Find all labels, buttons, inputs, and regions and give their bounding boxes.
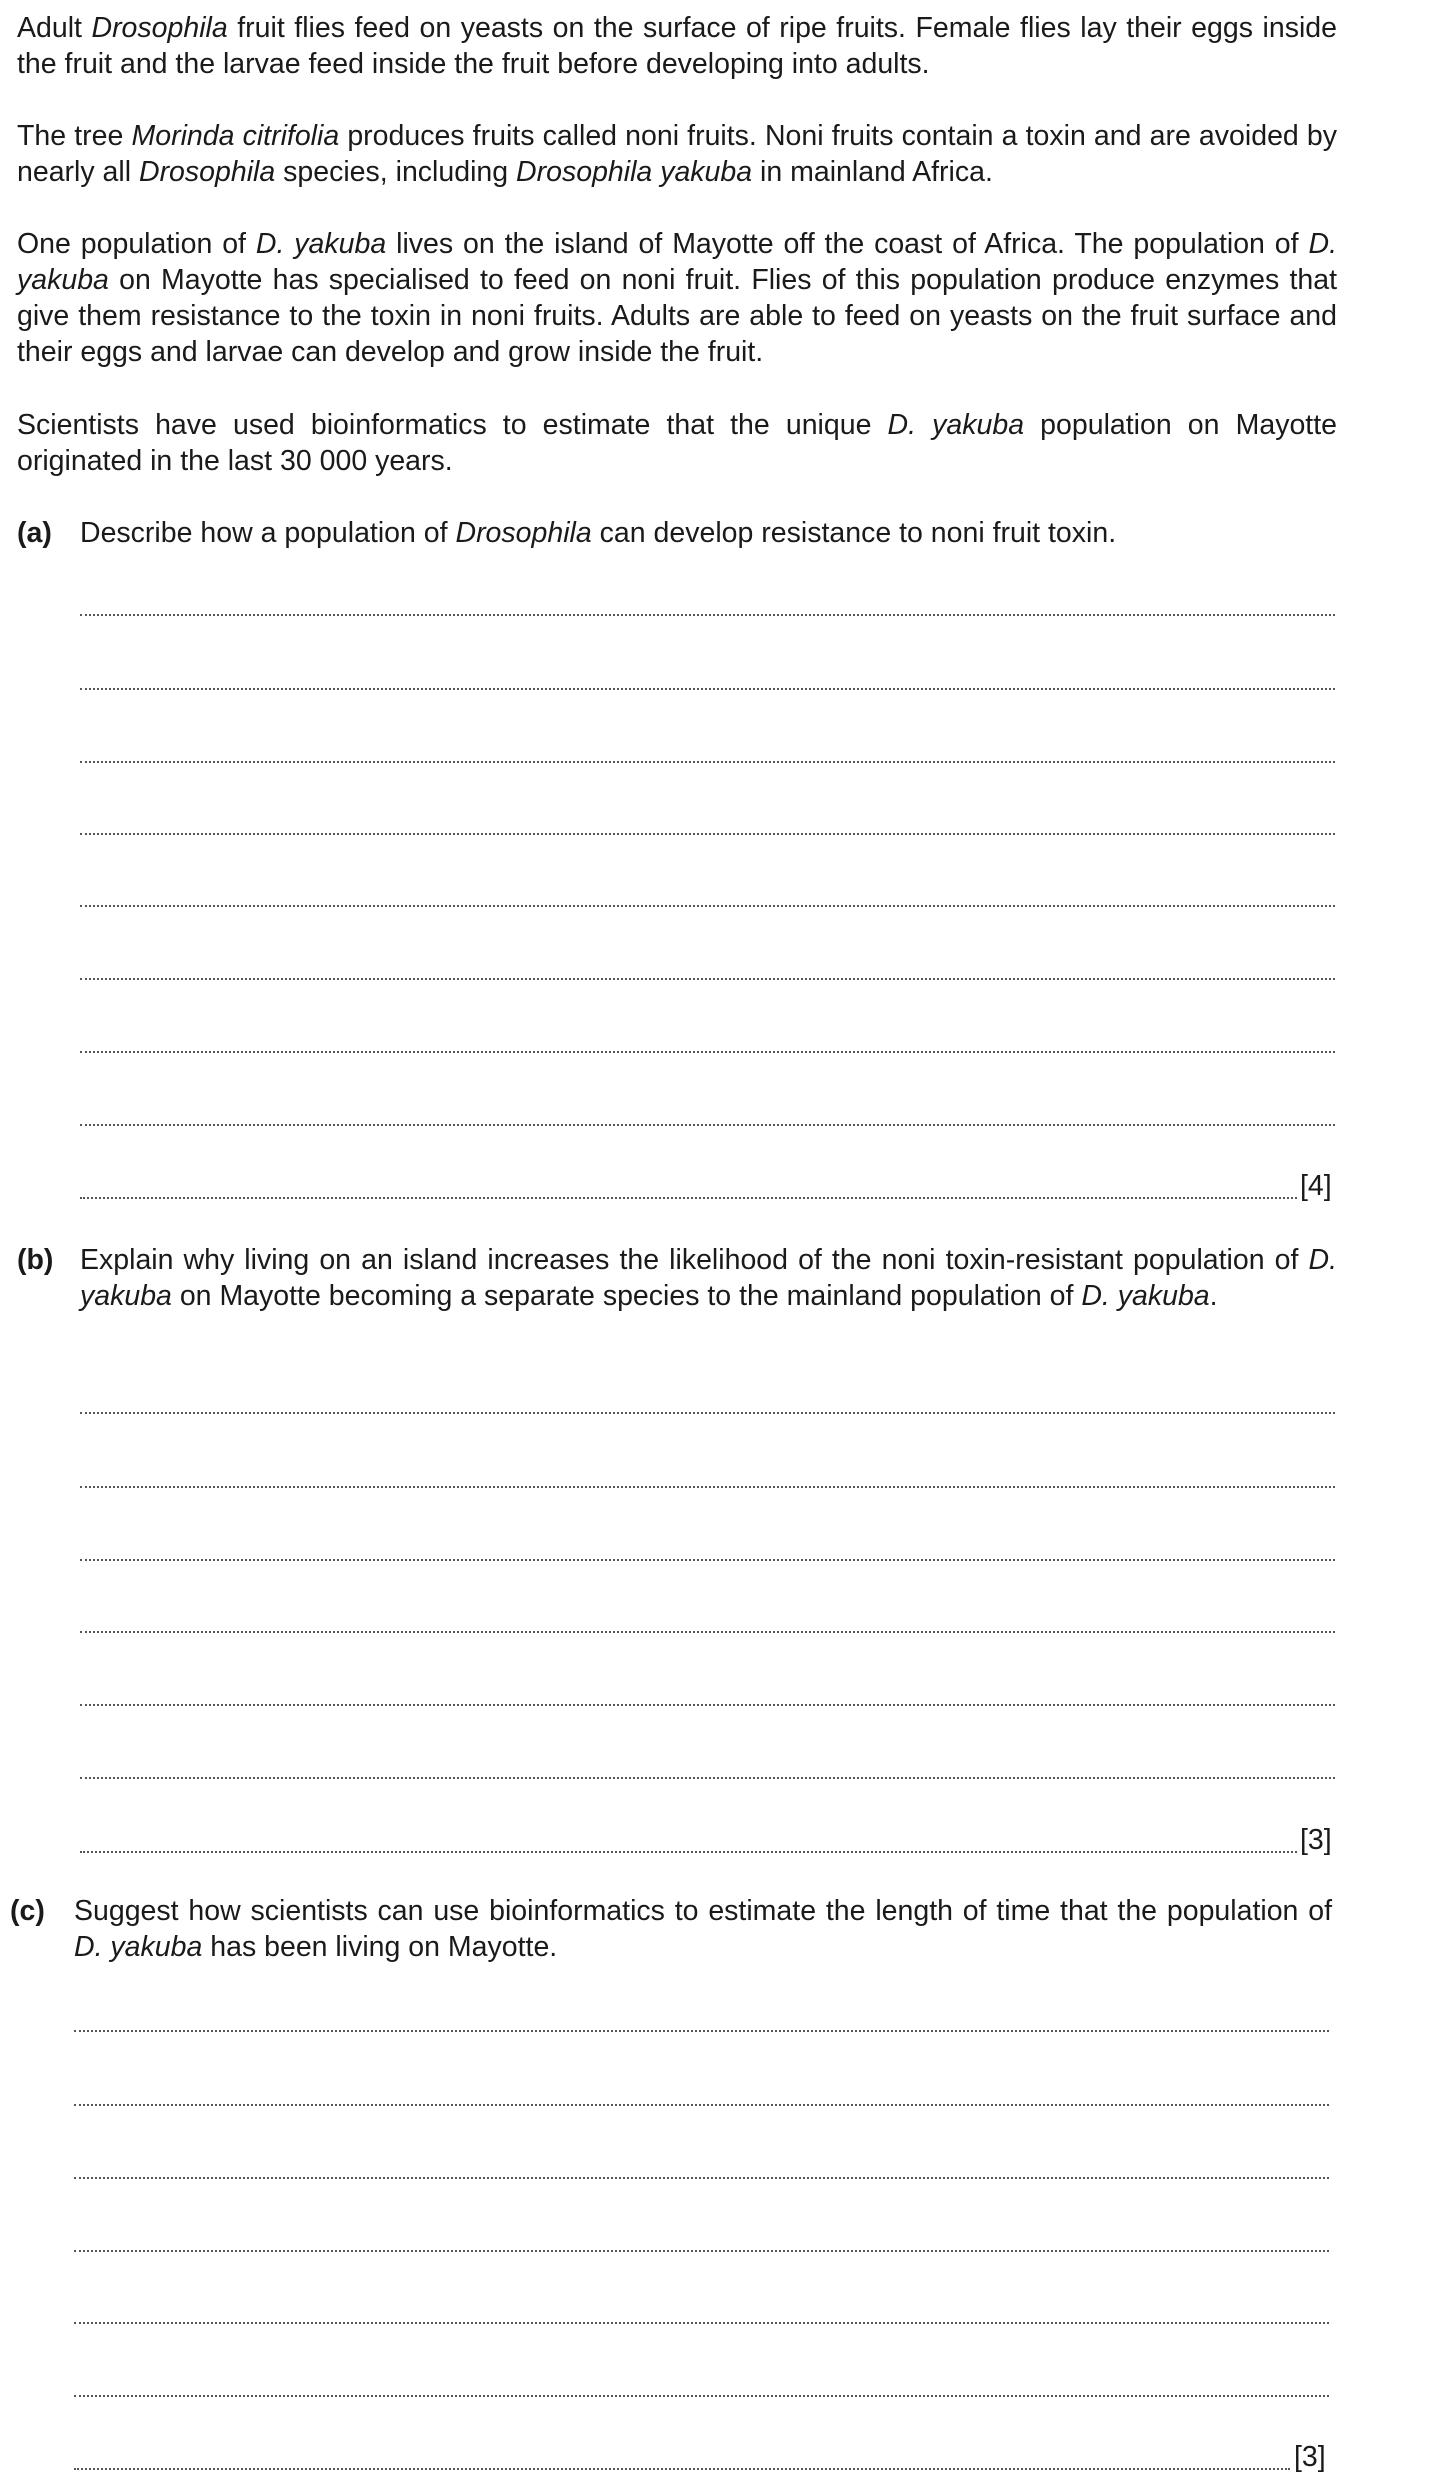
answer-line[interactable] [74, 2250, 1329, 2252]
mark-allocation-b: [3] [1300, 1824, 1332, 1856]
answer-line[interactable] [80, 1631, 1335, 1633]
answer-line[interactable] [80, 1777, 1335, 1779]
answer-line[interactable] [80, 1704, 1335, 1706]
question-a-text: Describe how a population of Drosophila can develop resistance to noni fruit toxin. [80, 517, 1117, 549]
answer-line[interactable] [80, 1559, 1335, 1561]
answer-line[interactable] [80, 1197, 1300, 1199]
intro-paragraph-1: Adult Drosophila fruit flies feed on yeasts on the surface of ripe fruits. Female flies lay their eggs inside the fruit and the larvae feed inside the fruit before developing into adults. [17, 12, 1337, 80]
question-c-text: Suggest how scientists can use bioinformatics to estimate the length of time that the population of D. yakuba has been living on Mayotte. [74, 1895, 1332, 1963]
answer-line[interactable] [74, 2468, 1290, 2470]
answer-line[interactable] [80, 905, 1335, 907]
intro-paragraph-2: The tree Morinda citrifolia produces fruits called noni fruits. Noni fruits contain a toxin and are avoided by nearly all Drosophila species, including Drosophila yakuba in mainland Africa. [17, 120, 1337, 188]
intro-paragraph-4: Scientists have used bioinformatics to estimate that the unique D. yakuba population on Mayotte originated in the last 30 000 years. [17, 409, 1337, 477]
answer-line[interactable] [80, 761, 1335, 763]
question-b-label: (b) [17, 1244, 54, 1276]
answer-line[interactable] [80, 1051, 1335, 1053]
intro-paragraph-3: One population of D. yakuba lives on the island of Mayotte off the coast of Africa. The population of D. yakuba on Mayotte has specialised to feed on noni fruit. Flies of this population produce enzymes that give them resistance to the toxin in noni fruits. Adults are able to feed on yeasts on the fruit surface and their eggs and larvae can develop and grow inside the fruit. [17, 228, 1337, 368]
answer-line[interactable] [80, 833, 1335, 835]
question-c-label: (c) [10, 1895, 45, 1927]
answer-line[interactable] [74, 2104, 1329, 2106]
answer-line[interactable] [74, 2395, 1329, 2397]
mark-allocation-c: [3] [1294, 2441, 1326, 2473]
answer-line[interactable] [80, 1851, 1300, 1853]
question-b-text: Explain why living on an island increases the likelihood of the noni toxin-resistant population of D. yakuba on Mayotte becoming a separate species to the mainland population of D. yakuba. [80, 1244, 1337, 1312]
answer-line[interactable] [80, 978, 1335, 980]
answer-line[interactable] [80, 1486, 1335, 1488]
answer-line[interactable] [74, 2030, 1329, 2032]
answer-line[interactable] [80, 1412, 1335, 1414]
question-a-label: (a) [17, 517, 52, 549]
answer-line[interactable] [80, 614, 1335, 616]
answer-line[interactable] [74, 2322, 1329, 2324]
answer-line[interactable] [74, 2177, 1329, 2179]
mark-allocation-a: [4] [1300, 1170, 1332, 1202]
answer-line[interactable] [80, 688, 1335, 690]
answer-line[interactable] [80, 1124, 1335, 1126]
